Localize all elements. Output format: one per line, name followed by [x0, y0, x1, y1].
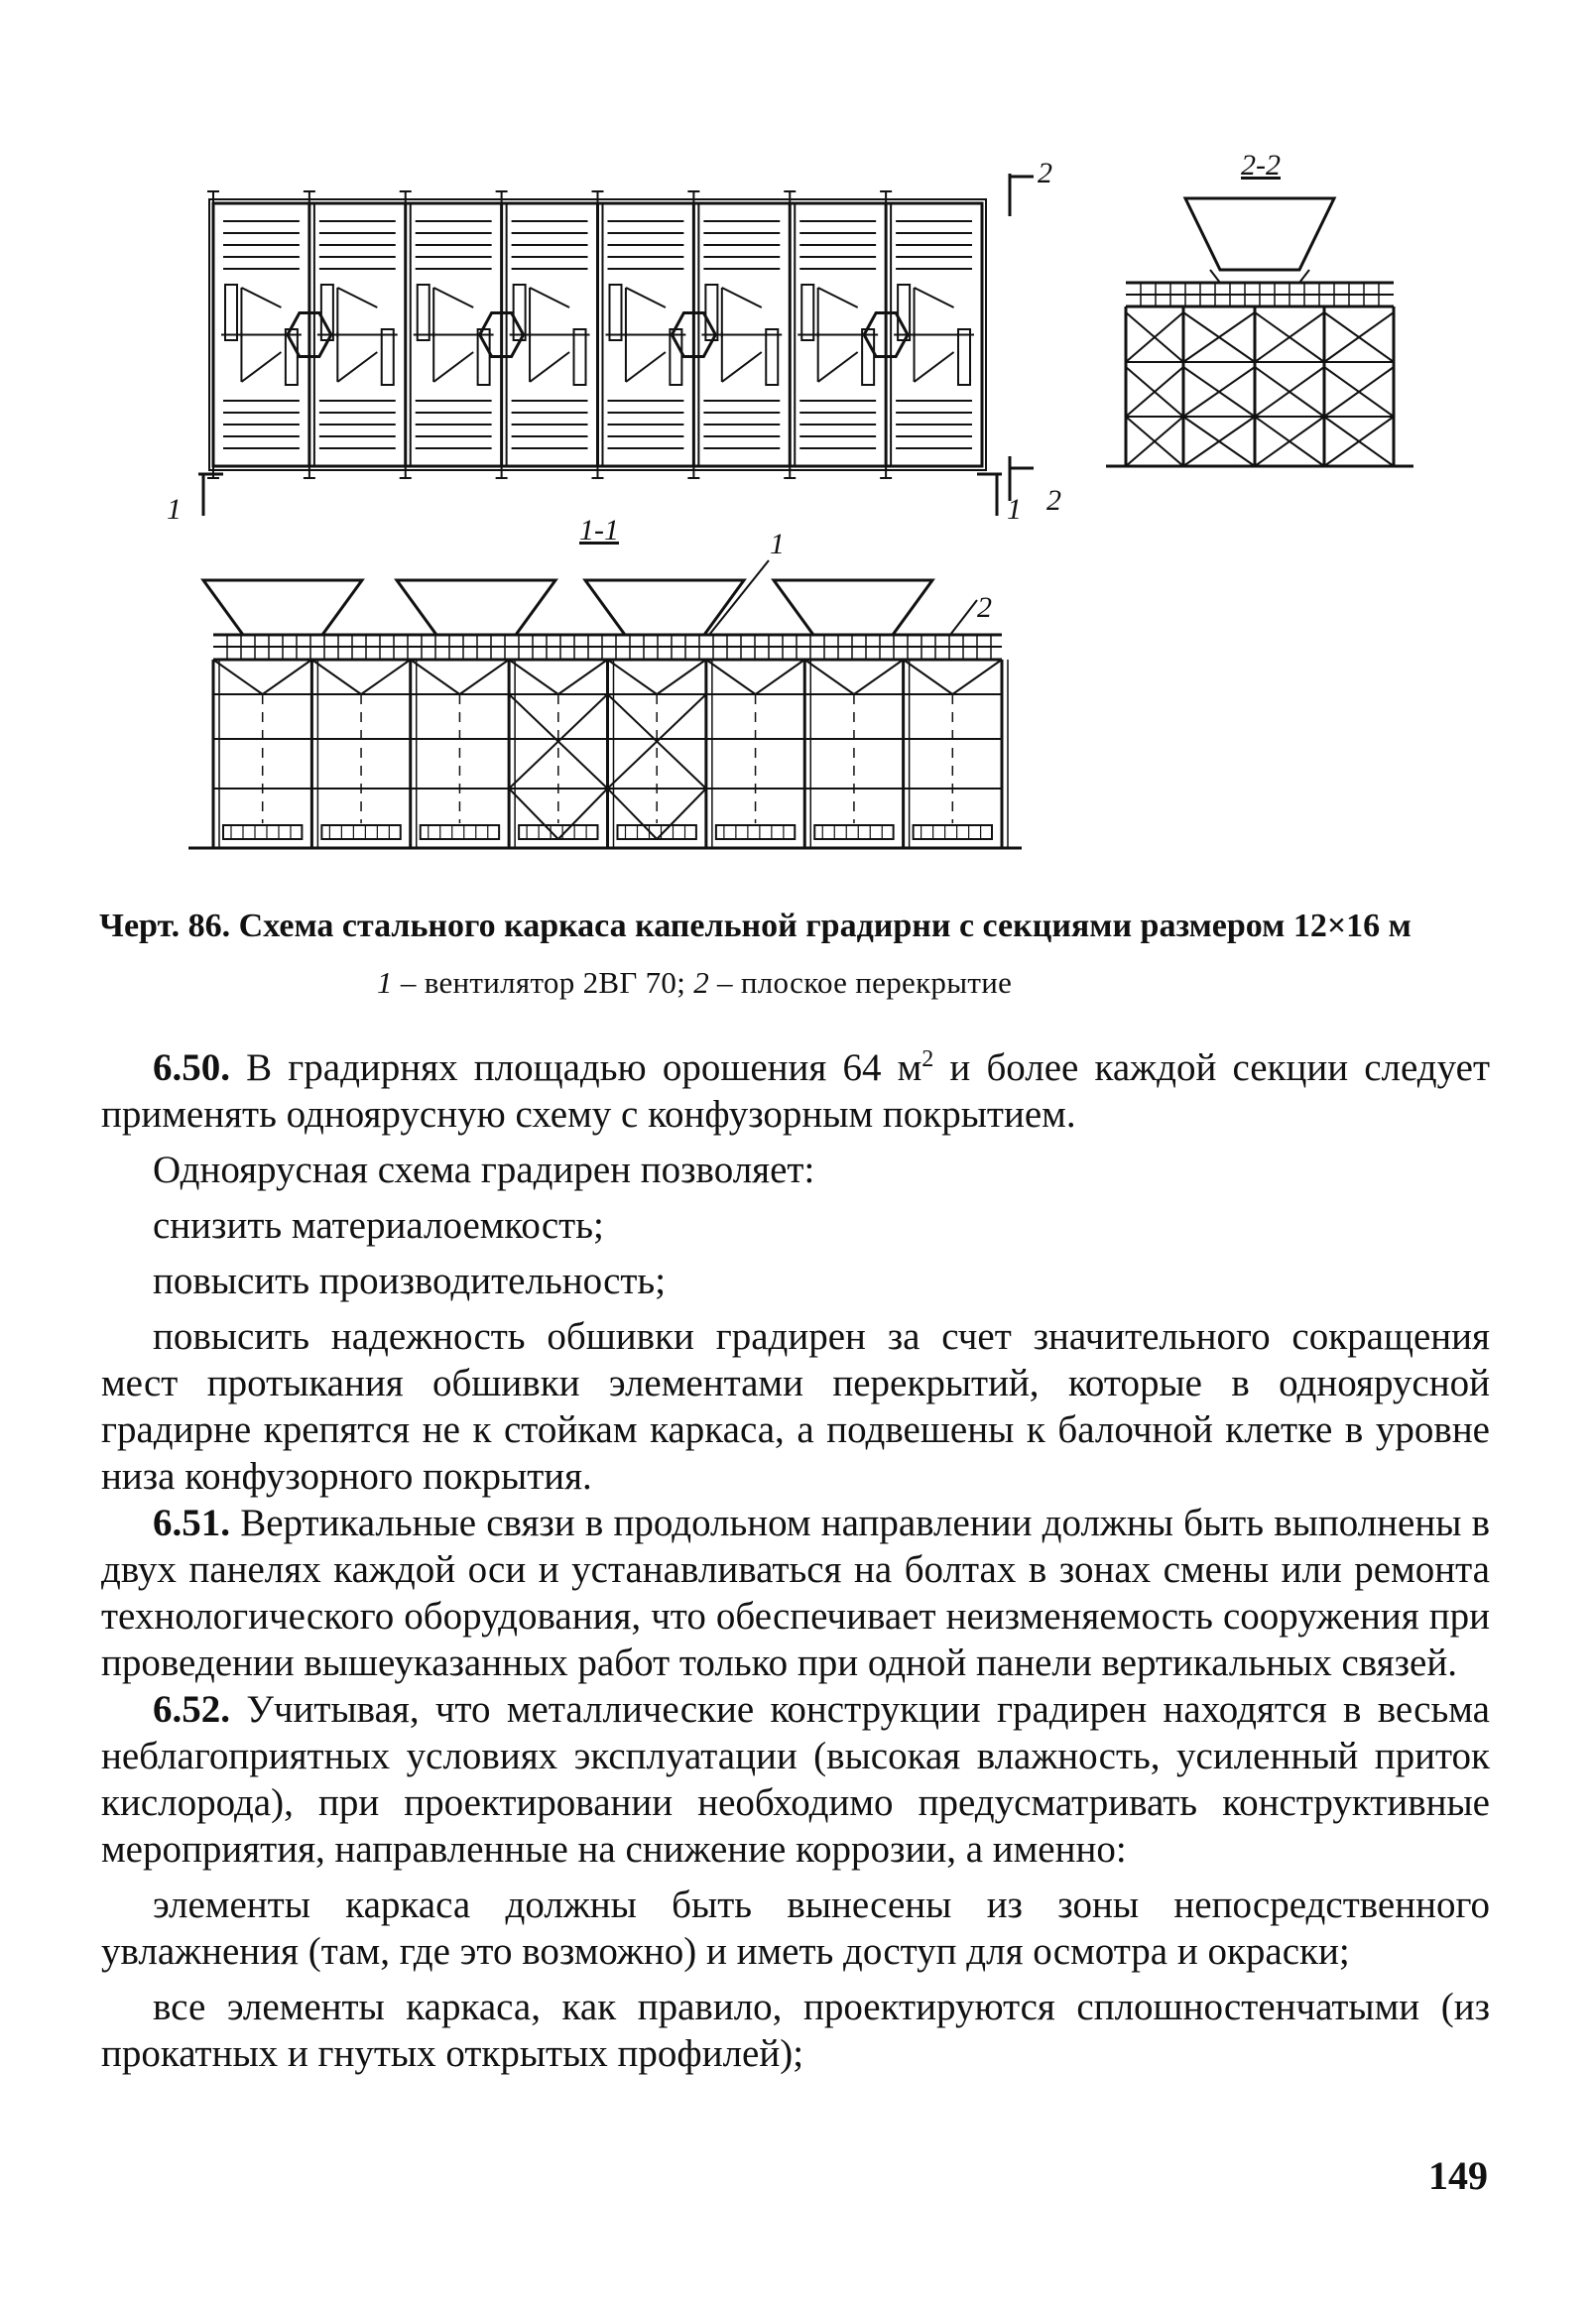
figure-caption: Черт. 86. Схема стального каркаса капельной градирни с секциями размером 12×16 м — [99, 908, 1412, 944]
callout-2-label: 2 — [977, 591, 992, 624]
paragraph-text: и более каждой секции следует применять одноярусную схему с конфузорным покрытием. — [101, 1046, 1490, 1136]
frame-drawing — [0, 0, 1596, 873]
clause-number: 6.50. — [153, 1046, 230, 1089]
cut-label-1-right: 1 — [1007, 493, 1022, 526]
legend-item-2-num: 2 — [693, 965, 709, 1000]
figure-legend — [377, 965, 1468, 1001]
plan-view — [198, 174, 1034, 516]
page-number: 149 — [1428, 2153, 1488, 2198]
clause-number: 6.51. — [153, 1502, 230, 1544]
list-item: элементы каркаса должны быть вынесены из зоны непосредственного увлажнения (там, где это возможно) и иметь доступ для осмотра и окраски; — [101, 1884, 1490, 1973]
list-item: все элементы каркаса, как правило, проектируются сплошностенчатыми (из прокатных и гнутых открытых профилей); — [101, 1986, 1490, 2075]
legend-item-1-num: 1 — [377, 965, 393, 1000]
section-1-1-title: 1-1 — [579, 514, 619, 547]
paragraph: Одноярусная схема градирен позволяет: — [153, 1149, 815, 1191]
body-text — [101, 1036, 1490, 2077]
legend-item-2-text: – плоское перекрытие — [709, 965, 1013, 1000]
superscript: 2 — [921, 1046, 934, 1072]
paragraph-text: В градирнях площадью орошения 64 м — [230, 1046, 922, 1089]
paragraph-text: Учитывая, что металлические конструкции градирен находятся в весьма неблагоприятных условиях эксплуатации (высокая влажность, усиленный приток кислорода), при проектировании необходимо предусматривать конструктивные мероприятия, направленные на снижение коррозии, а именно: — [101, 1688, 1490, 1871]
list-item: снизить материалоемкость; — [153, 1204, 604, 1247]
section-2-2-view — [1106, 198, 1413, 466]
clause-number: 6.52. — [153, 1688, 230, 1731]
list-item: повысить производительность; — [153, 1260, 667, 1302]
paragraph-6-52 — [101, 1686, 1490, 1873]
cut-label-2-top: 2 — [1038, 157, 1052, 189]
section-2-2-title: 2-2 — [1241, 149, 1281, 182]
paragraph-text: Вертикальные связи в продольном направлении должны быть выполнены в двух панелях каждой оси и устанавливаться на болтах в зонах смены или ремонта технологического оборудования, что обеспечивает неизменяемость сооружения при проведении вышеуказанных работ только при одной панели вертикальных связей. — [101, 1502, 1490, 1684]
legend-item-1-text: – вентилятор 2ВГ 70; — [392, 965, 694, 1000]
section-1-1-view — [188, 560, 1022, 848]
paragraph-6-50 — [101, 1036, 1490, 1138]
callout-1-label: 1 — [770, 528, 785, 560]
paragraph-6-51 — [101, 1500, 1490, 1686]
cut-label-2-bottom: 2 — [1046, 484, 1061, 517]
cut-label-1-left: 1 — [167, 493, 182, 526]
list-item: повысить надежность обшивки градирен за счет значительного сокращения мест протыкания обшивки элементами перекрытий, которые в одноярусной градирне крепятся не к стойкам каркаса, а подвешены к балочной клетке в уровне низа конфузорного покрытия. — [101, 1315, 1490, 1498]
figure-cooling-tower-frame — [0, 0, 1596, 873]
